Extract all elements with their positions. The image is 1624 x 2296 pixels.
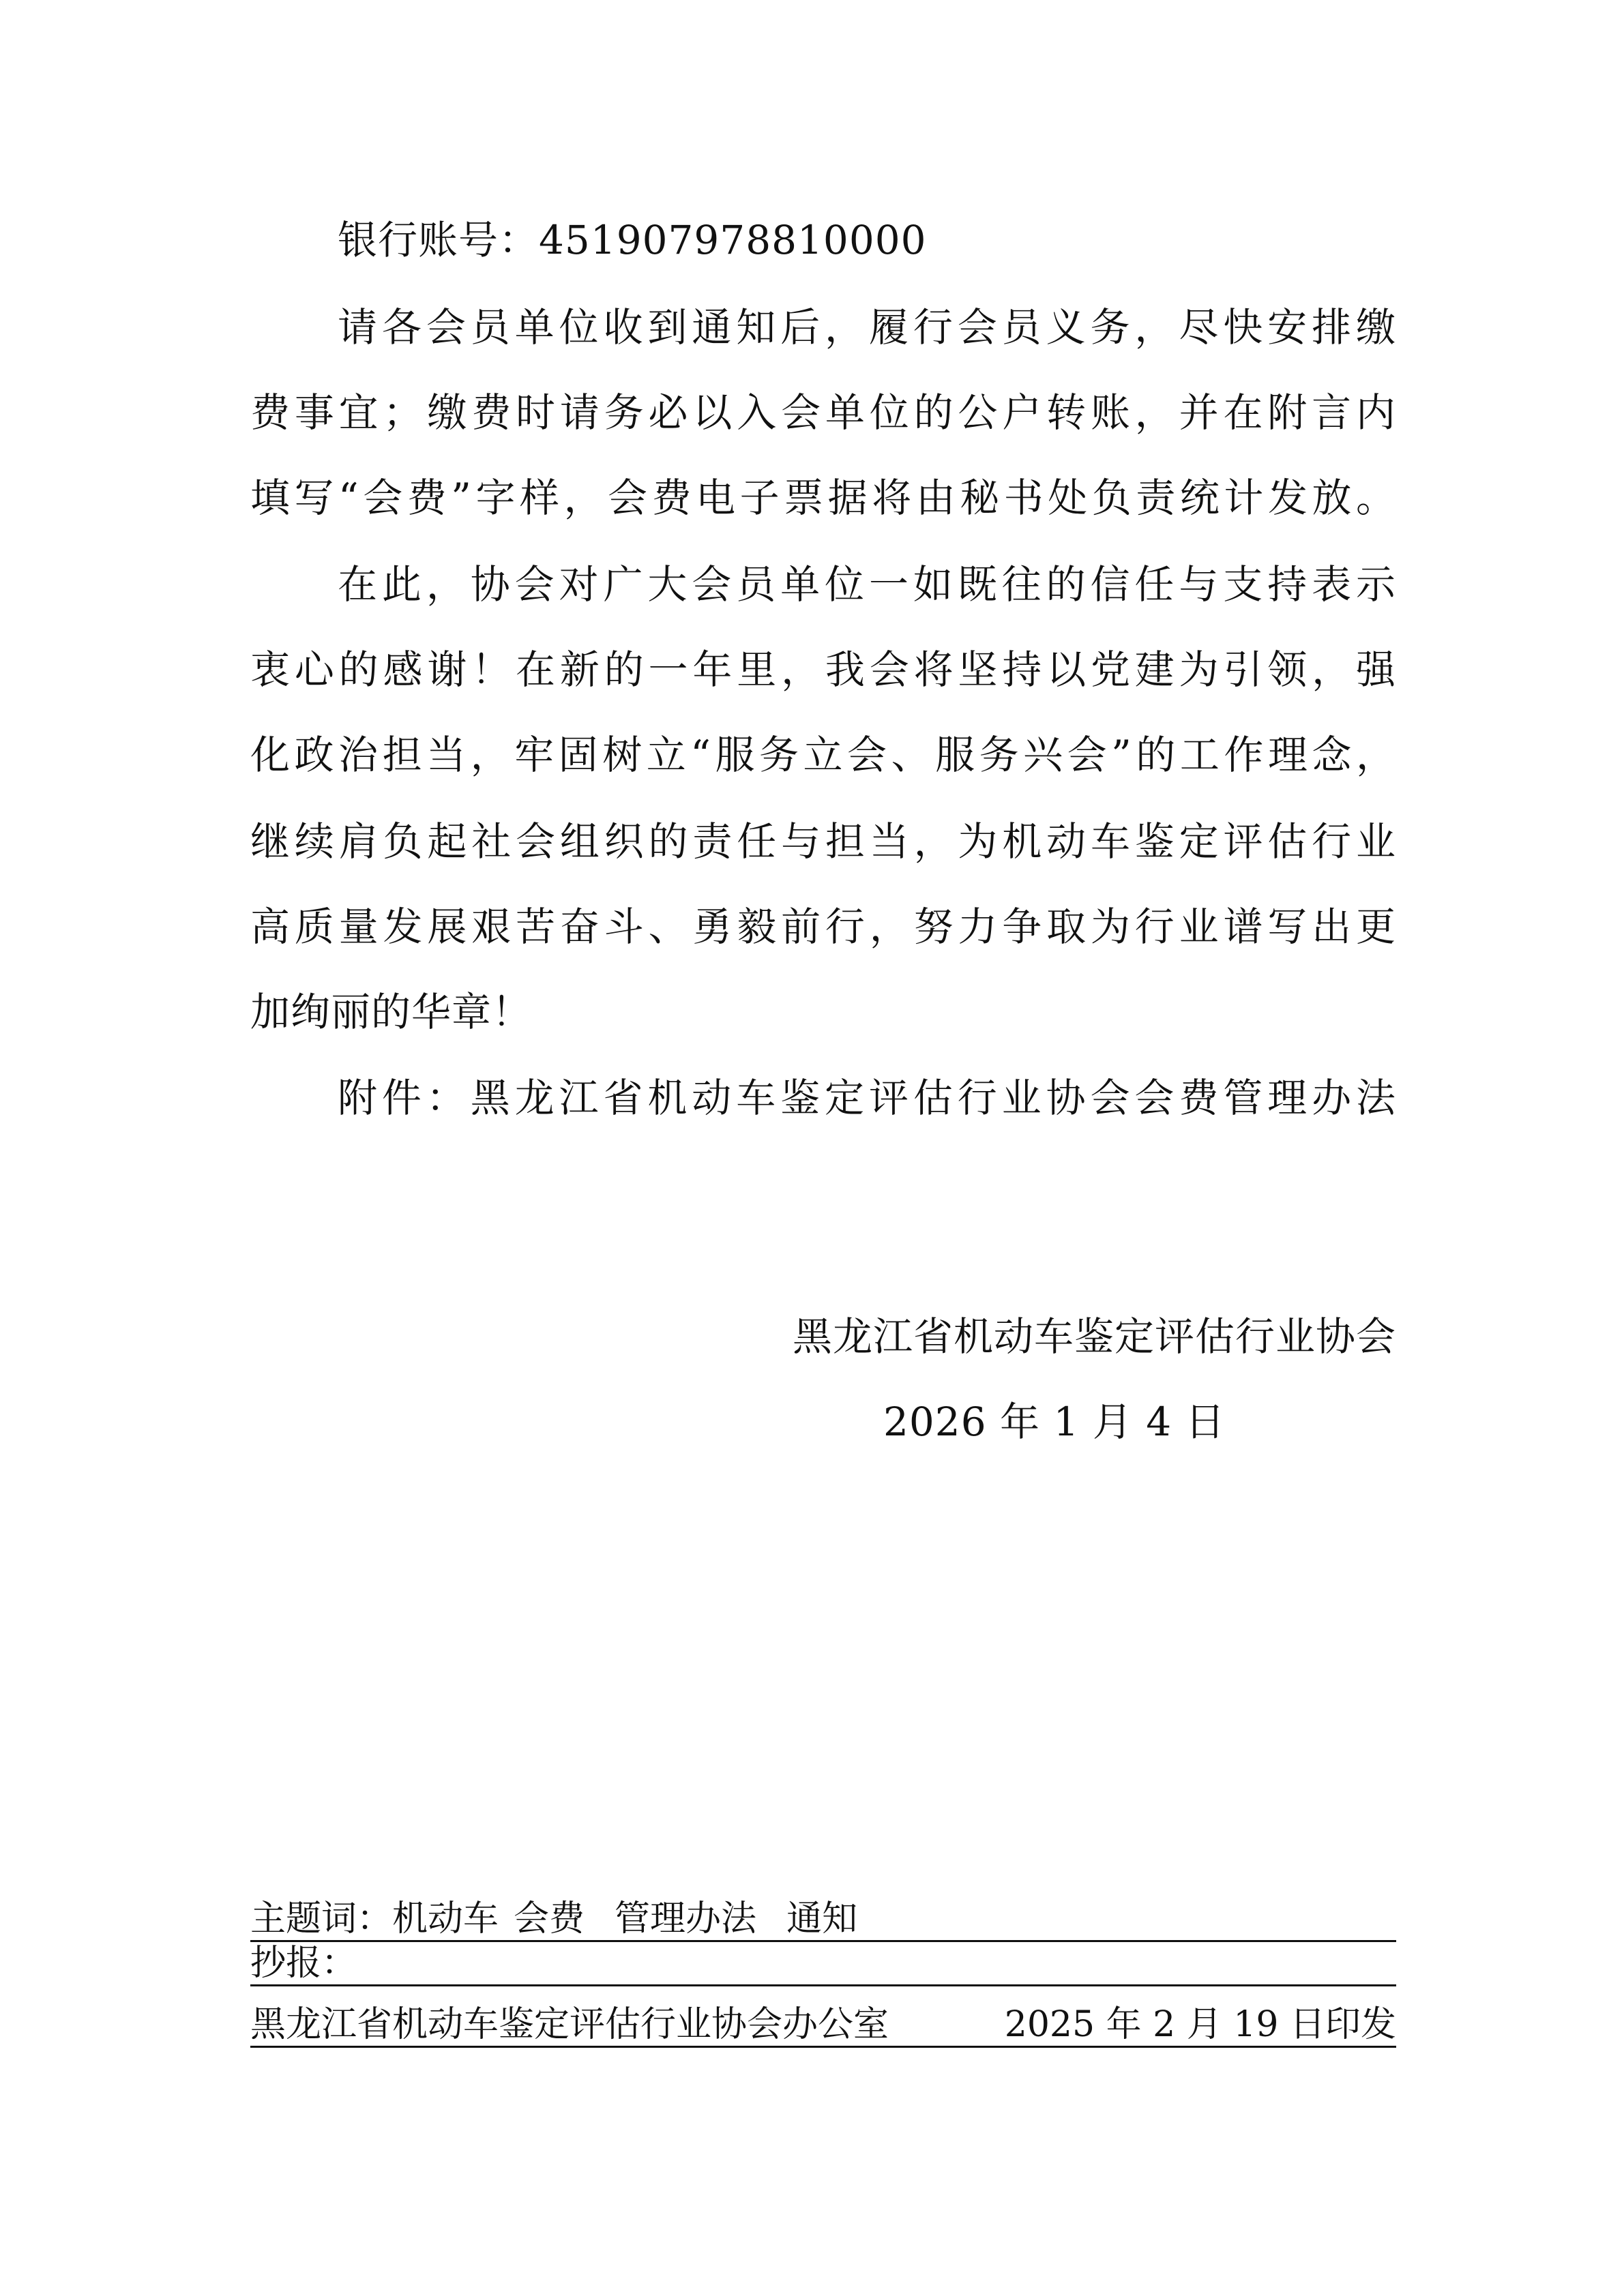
keyword: 通知 [786, 1898, 858, 1939]
signature-org: 黑龙江省机动车鉴定评估行业协会 [792, 1313, 1396, 1360]
paragraph-line: 化政治担当，牢固树立“服务立会、服务兴会”的工作理念， [250, 732, 1396, 778]
keyword: 机动车 [392, 1898, 499, 1939]
keywords-row [250, 1898, 1396, 1942]
bank-account-line: 银行账号：451907978810000 [338, 217, 927, 263]
paragraph-line: 继续肩负起社会组织的责任与担当，为机动车鉴定评估行业 [250, 818, 1396, 865]
paragraph-line: 费事宜；缴费时请务必以入会单位的公户转账，并在附言内 [250, 389, 1396, 436]
cc-label: 抄报： [250, 1943, 357, 1984]
paragraph-line: 请各会员单位收到通知后，履行会员义务，尽快安排缴 [338, 304, 1396, 351]
attachment-line: 附件：黑龙江省机动车鉴定评估行业协会会费管理办法 [338, 1075, 1396, 1121]
signature-date: 2026 年 1 月 4 日 [883, 1399, 1226, 1445]
paragraph-line: 加绚丽的华章！ [250, 989, 533, 1035]
cc-row [250, 1942, 1396, 1986]
keywords-label: 主题词： [250, 1898, 393, 1939]
issuer-name: 黑龙江省机动车鉴定评估行业协会办公室 [250, 2004, 889, 2045]
paragraph-line: 在此，协会对广大会员单位一如既往的信任与支持表示 [338, 561, 1396, 608]
keyword: 管理办法 [615, 1898, 757, 1939]
paragraph-line: 衷心的感谢！在新的一年里，我会将坚持以党建为引领，强 [250, 646, 1396, 693]
issue-date: 2025 年 2 月 19 日印发 [1004, 2004, 1396, 2045]
paragraph-line: 高质量发展艰苦奋斗、勇毅前行，努力争取为行业谱写出更 [250, 904, 1396, 950]
paragraph-line: 填写“会费”字样，会费电子票据将由秘书处负责统计发放。 [250, 475, 1396, 521]
issuer-row [250, 2003, 1396, 2048]
keyword: 会费 [514, 1898, 585, 1939]
